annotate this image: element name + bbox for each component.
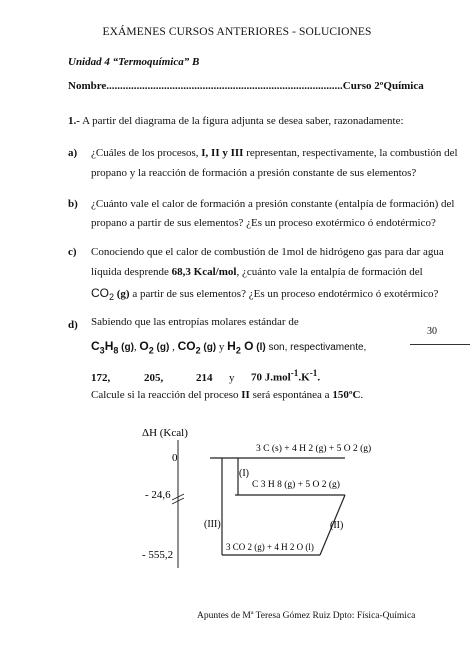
unit-title: Unidad 4 “Termoquímica” B <box>68 56 200 68</box>
item-a-text-post: representan, respectivamente, la combustión del <box>243 147 458 159</box>
temperature: 150ºC <box>332 389 361 401</box>
level-bottom-label: 3 CO 2 (g) + 4 H 2 O (l) <box>226 542 314 552</box>
question-intro-text: A partir del diagrama de la figura adjunta se desea saber, razonadamente: <box>82 115 404 127</box>
process-ii-label: (II) <box>330 520 344 531</box>
item-c-text-post: , ¿cuánto vale la entalpía de formación del <box>236 266 423 278</box>
species-separator: , <box>169 341 178 353</box>
species-separator: , <box>133 341 140 353</box>
species-tail: son, respectivamente, <box>265 342 367 353</box>
process-ii-ref: II <box>241 389 250 401</box>
item-c-label: c) <box>68 246 77 258</box>
tick-label: - 24,6 <box>145 489 171 501</box>
entropy-value: 172, <box>91 371 111 384</box>
item-d-text-mid: será espontánea a <box>249 389 333 401</box>
level-mid-label: C 3 H 8 (g) + 5 O 2 (g) <box>252 480 340 490</box>
entropy-conjunction: y <box>229 371 235 384</box>
item-d-label: d) <box>68 319 78 331</box>
tick-label: - 555,2 <box>142 549 174 561</box>
page-number: 30 <box>427 326 437 337</box>
item-d-text-end: . <box>360 389 364 401</box>
question-number: 1.- <box>68 115 80 127</box>
item-d-text: Calcule si la reacción del proceso <box>91 389 242 401</box>
item-a-label: a) <box>68 147 78 159</box>
entropy-value: 70 <box>251 371 262 384</box>
item-b-line1: ¿Cuánto vale el calor de formación a presión constante (entalpía de formación) del <box>91 198 455 210</box>
process-i-label: (I) <box>239 468 249 479</box>
level-top-label: 3 C (s) + 4 H 2 (g) + 5 O 2 (g) <box>256 444 372 454</box>
co2-formula: CO <box>91 286 109 300</box>
process-iii-label: (III) <box>204 519 221 530</box>
units-mid: .K <box>298 371 310 384</box>
co2-state: (g) <box>114 288 130 300</box>
co2-subscript: 2 <box>109 292 115 303</box>
units-sup: -1 <box>309 368 318 378</box>
units-sup: -1 <box>290 368 299 378</box>
species-separator: y <box>216 341 228 353</box>
footer: Apuntes de Mª Teresa Gómez Ruiz Dpto: Física-Química <box>197 611 416 621</box>
item-c-text-end: a partir de sus elementos? ¿Es un proceso endotérmico ó exotérmico? <box>129 288 439 300</box>
item-c-bold: 68,3 Kcal/mol <box>171 266 237 278</box>
chemical-species: $CO_2$ (g) <box>177 339 217 356</box>
item-b-label: b) <box>68 198 78 210</box>
axis-label: ΔH (Kcal) <box>142 427 188 439</box>
item-a-bold: I, II y III <box>201 147 244 159</box>
tick-label: 0 <box>172 452 178 464</box>
chemical-species: $H_2$ O (l) <box>227 339 266 356</box>
entropy-value: 214 <box>196 371 213 384</box>
entropy-value: 205, <box>144 371 164 384</box>
page-number-rule <box>410 319 470 345</box>
item-a-text: ¿Cuáles de los procesos, <box>91 147 202 159</box>
item-d-line1: Sabiendo que las entropías molares estándar de <box>91 316 299 328</box>
chemical-species: $O_2$ (g) <box>139 339 170 356</box>
item-b-line2: propano a partir de sus elementos? ¿Es un proceso exotérmico ó endotérmico? <box>91 217 436 229</box>
item-c-text: líquida desprende <box>91 266 172 278</box>
entropy-units: J.mol <box>262 371 291 384</box>
page-header: EXÁMENES CURSOS ANTERIORES - SOLUCIONES <box>102 26 372 38</box>
student-name-line: Nombre......................................................................................Curso 2ºQuímica <box>68 80 424 92</box>
units-end: . <box>317 371 321 384</box>
chemical-species: $C_3H_8$ (g) <box>91 339 134 356</box>
item-a-line2: propano y la reacción de formación a presión constante de sus elementos? <box>91 167 417 179</box>
item-c-line1: Conociendo que el calor de combustión de 1mol de hidrógeno gas para dar agua <box>91 246 444 258</box>
